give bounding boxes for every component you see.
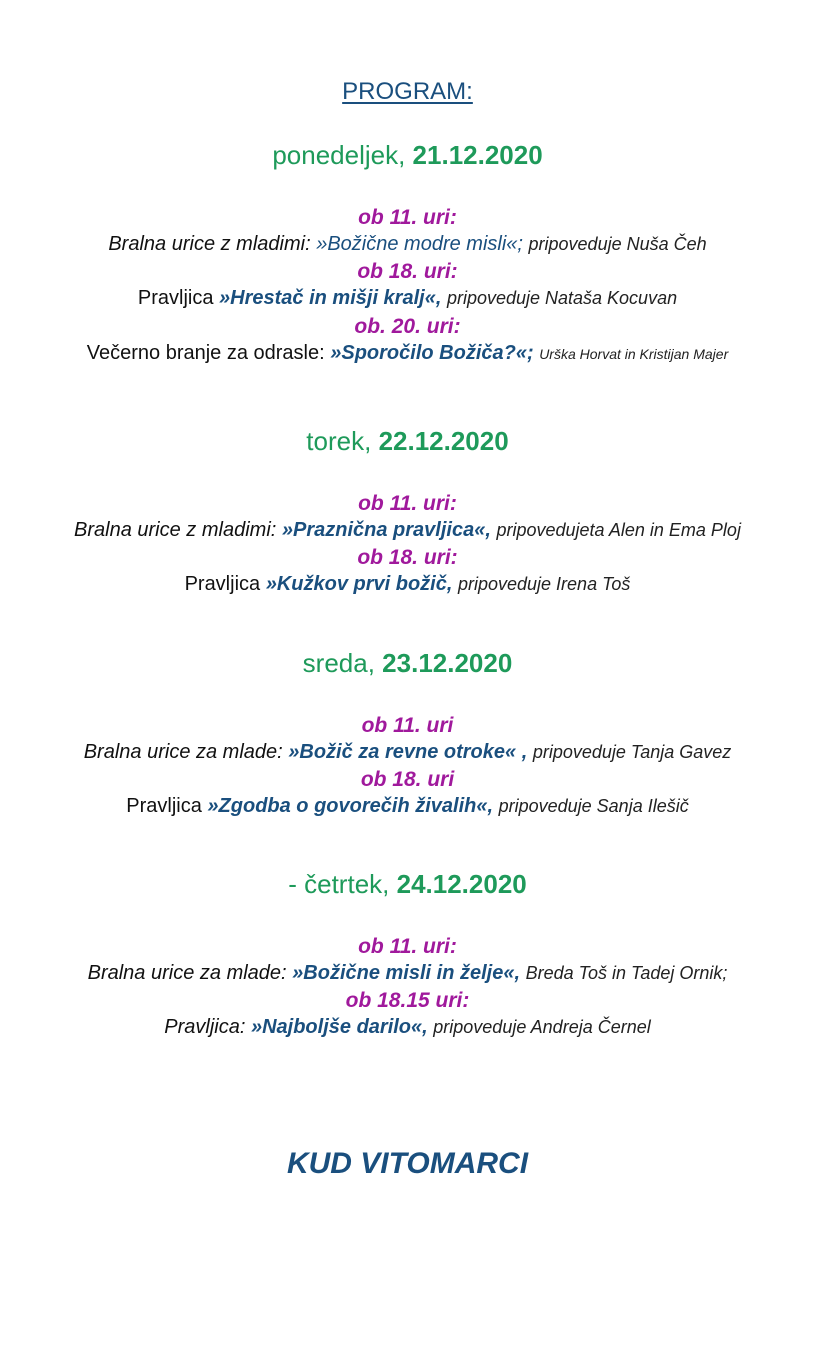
event-title: »Sporočilo Božiča?«; [330,342,534,364]
event-lead: Pravljica [126,795,202,817]
day-name: torek, [306,426,372,456]
event-line [0,962,815,985]
event-title: »Hrestač in mišji kralj«, [219,287,442,309]
event-performer: pripoveduje Nuša Čeh [528,234,707,254]
event-performer: pripoveduje Tanja Gavez [532,742,732,762]
event-line [0,741,815,764]
event-performer: pripoveduje Sanja Ilešič [498,796,689,816]
day-name: četrtek, [304,869,390,899]
event-lead: Bralna urice z mladimi: [74,519,277,541]
event-time: ob 18. uri [360,768,455,791]
event-title: »Praznična pravljica«, [281,519,491,541]
event-lead: Bralna urice za mlade: [83,741,283,763]
day-date: 22.12.2020 [378,426,509,456]
day-date: 21.12.2020 [412,140,543,170]
event-lead: Večerno branje za odrasle: [86,342,325,364]
event-line [0,342,815,365]
event-time: ob 18. uri: [357,260,458,283]
event-title: »Božične modre misli«; [316,233,523,255]
day-name: ponedeljek, [272,140,406,170]
event-line [0,519,815,542]
event-lead: Bralna urice z mladimi: [108,233,311,255]
event-time: ob 11. uri: [358,492,457,515]
event-line [0,573,815,596]
day-heading [0,140,815,171]
event-performer: Breda Toš in Tadej Ornik; [525,963,728,983]
event-performer: pripovedujeta Alen in Ema Ploj [496,520,741,540]
day-prefix: - [288,869,305,899]
event-lead: Pravljica: [164,1016,246,1038]
day-heading [0,869,815,900]
event-title: »Božične misli in želje«, [292,962,521,984]
event-line [0,795,815,818]
page-title: PROGRAM: [342,78,473,105]
organizer-name: KUD VITOMARCI [286,1147,529,1180]
event-time: ob 11. uri: [358,935,457,958]
day-name: sreda, [302,648,375,678]
day-date: 24.12.2020 [396,869,527,899]
event-line [0,287,815,310]
event-time: ob 11. uri: [358,206,457,229]
event-performer: pripoveduje Nataša Kocuvan [446,288,678,308]
event-performer: Urška Horvat in Kristijan Majer [539,346,729,362]
event-time: ob 18. uri: [357,546,458,569]
day-heading [0,426,815,457]
event-time: ob. 20. uri: [354,315,461,338]
event-title: »Kužkov prvi božič, [265,573,453,595]
event-title: »Najboljše darilo«, [250,1016,428,1038]
event-lead: Bralna urice za mlade: [87,962,287,984]
event-time: ob 18.15 uri: [345,989,470,1012]
event-time: ob 11. uri [361,714,454,737]
event-line [0,233,815,256]
event-title: »Božič za revne otroke« , [288,741,528,763]
event-performer: pripoveduje Andreja Černel [433,1017,651,1037]
event-performer: pripoveduje Irena Toš [457,574,631,594]
event-lead: Pravljica [137,287,214,309]
event-line [0,1016,815,1039]
event-lead: Pravljica [184,573,261,595]
day-heading [0,648,815,679]
event-title: »Zgodba o govorečih živalih«, [207,795,494,817]
day-date: 23.12.2020 [382,648,513,678]
